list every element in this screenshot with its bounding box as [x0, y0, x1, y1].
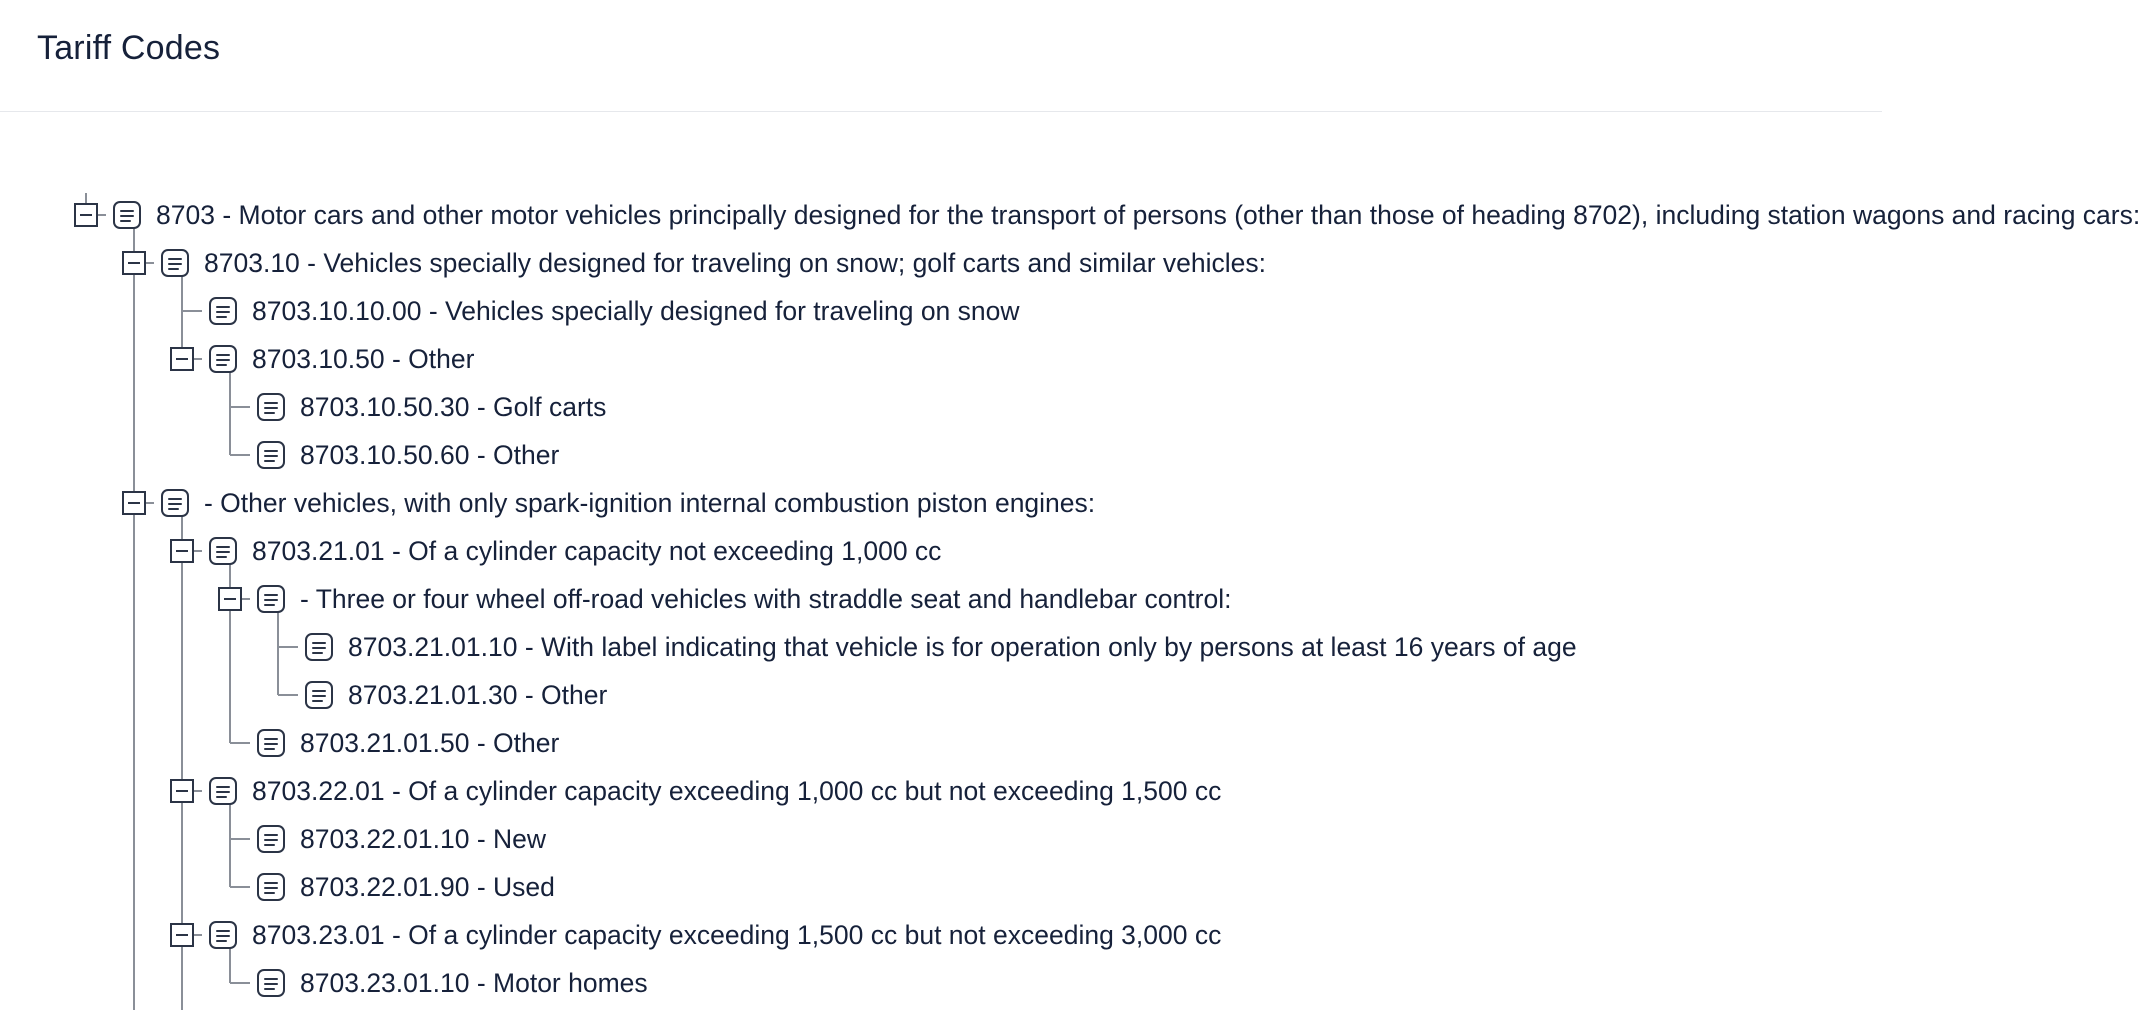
- tree-node-label[interactable]: - Three or four wheel off-road vehicles with straddle seat and handlebar control:: [300, 584, 1232, 614]
- tree-node[interactable]: [170, 335, 474, 383]
- collapse-toggle-icon[interactable]: [122, 251, 146, 275]
- tree-node[interactable]: [256, 863, 555, 911]
- document-icon: [208, 344, 238, 374]
- collapse-toggle-icon[interactable]: [170, 347, 194, 371]
- tree-node[interactable]: [170, 767, 1221, 815]
- document-icon: [160, 248, 190, 278]
- collapse-toggle-icon[interactable]: [218, 587, 242, 611]
- tree-node-label[interactable]: 8703.10.10.00 - Vehicles specially designed for traveling on snow: [252, 296, 1020, 326]
- document-icon: [208, 920, 238, 950]
- document-icon: [256, 968, 286, 998]
- document-icon: [160, 488, 190, 518]
- document-icon: [256, 872, 286, 902]
- tree-node-label[interactable]: 8703.10.50 - Other: [252, 344, 475, 374]
- tree-node[interactable]: [208, 287, 1020, 335]
- tree-node[interactable]: [122, 239, 1266, 287]
- document-icon: [208, 776, 238, 806]
- tree-node[interactable]: [256, 431, 559, 479]
- collapse-toggle-icon[interactable]: [170, 779, 194, 803]
- tree-node[interactable]: [256, 383, 606, 431]
- tree-node-label[interactable]: 8703.22.01.10 - New: [300, 824, 547, 854]
- tariff-tree: [0, 112, 2140, 1010]
- tree-node-label[interactable]: 8703.23.01 - Of a cylinder capacity exceeding 1,500 cc but not exceeding 3,000 cc: [252, 920, 1222, 950]
- tree-node-label[interactable]: 8703.10.50.60 - Other: [300, 440, 560, 470]
- tree-node[interactable]: [304, 671, 607, 719]
- document-icon: [256, 824, 286, 854]
- tree-node-label[interactable]: 8703.10.50.30 - Golf carts: [300, 392, 607, 422]
- tree-node-label[interactable]: 8703.22.01 - Of a cylinder capacity exceeding 1,000 cc but not exceeding 1,500 cc: [252, 776, 1222, 806]
- page-header: [0, 0, 1882, 112]
- tree-node[interactable]: [122, 479, 1095, 527]
- tree-node-label[interactable]: 8703.21.01.50 - Other: [300, 728, 560, 758]
- tree-node[interactable]: [170, 911, 1221, 959]
- tree-node[interactable]: [256, 959, 648, 1007]
- collapse-toggle-icon[interactable]: [170, 539, 194, 563]
- tree-node-label[interactable]: 8703.10 - Vehicles specially designed for traveling on snow; golf carts and similar vehicles:: [204, 248, 1267, 278]
- document-icon: [256, 440, 286, 470]
- tree-node[interactable]: [256, 719, 559, 767]
- tree-node-label[interactable]: 8703.22.01.90 - Used: [300, 872, 555, 902]
- collapse-toggle-icon[interactable]: [170, 923, 194, 947]
- tree-node[interactable]: [170, 527, 941, 575]
- document-icon: [304, 680, 334, 710]
- page-title: Tariff Codes: [37, 29, 221, 67]
- tree-node-label[interactable]: 8703 - Motor cars and other motor vehicles principally designed for the transport of persons (other than those of heading 8702), including station wagons and racing cars:: [156, 200, 2140, 230]
- tree-node[interactable]: [304, 623, 1577, 671]
- tree-node[interactable]: [256, 815, 546, 863]
- collapse-toggle-icon[interactable]: [74, 203, 98, 227]
- document-icon: [256, 392, 286, 422]
- tree-node[interactable]: [218, 575, 1231, 623]
- document-icon: [304, 632, 334, 662]
- collapse-toggle-icon[interactable]: [122, 491, 146, 515]
- tree-node-label[interactable]: 8703.21.01.10 - With label indicating that vehicle is for operation only by persons at least 16 years of age: [348, 632, 1577, 662]
- tree-node[interactable]: [74, 191, 2140, 239]
- tree-node-label[interactable]: - Other vehicles, with only spark-ignition internal combustion piston engines:: [204, 488, 1096, 518]
- document-icon: [208, 536, 238, 566]
- document-icon: [256, 584, 286, 614]
- tree-node-label[interactable]: 8703.21.01 - Of a cylinder capacity not exceeding 1,000 cc: [252, 536, 942, 566]
- tree-node-label[interactable]: 8703.23.01.10 - Motor homes: [300, 968, 648, 998]
- tree-node-label[interactable]: 8703.21.01.30 - Other: [348, 680, 608, 710]
- document-icon: [256, 728, 286, 758]
- document-icon: [208, 296, 238, 326]
- document-icon: [112, 200, 142, 230]
